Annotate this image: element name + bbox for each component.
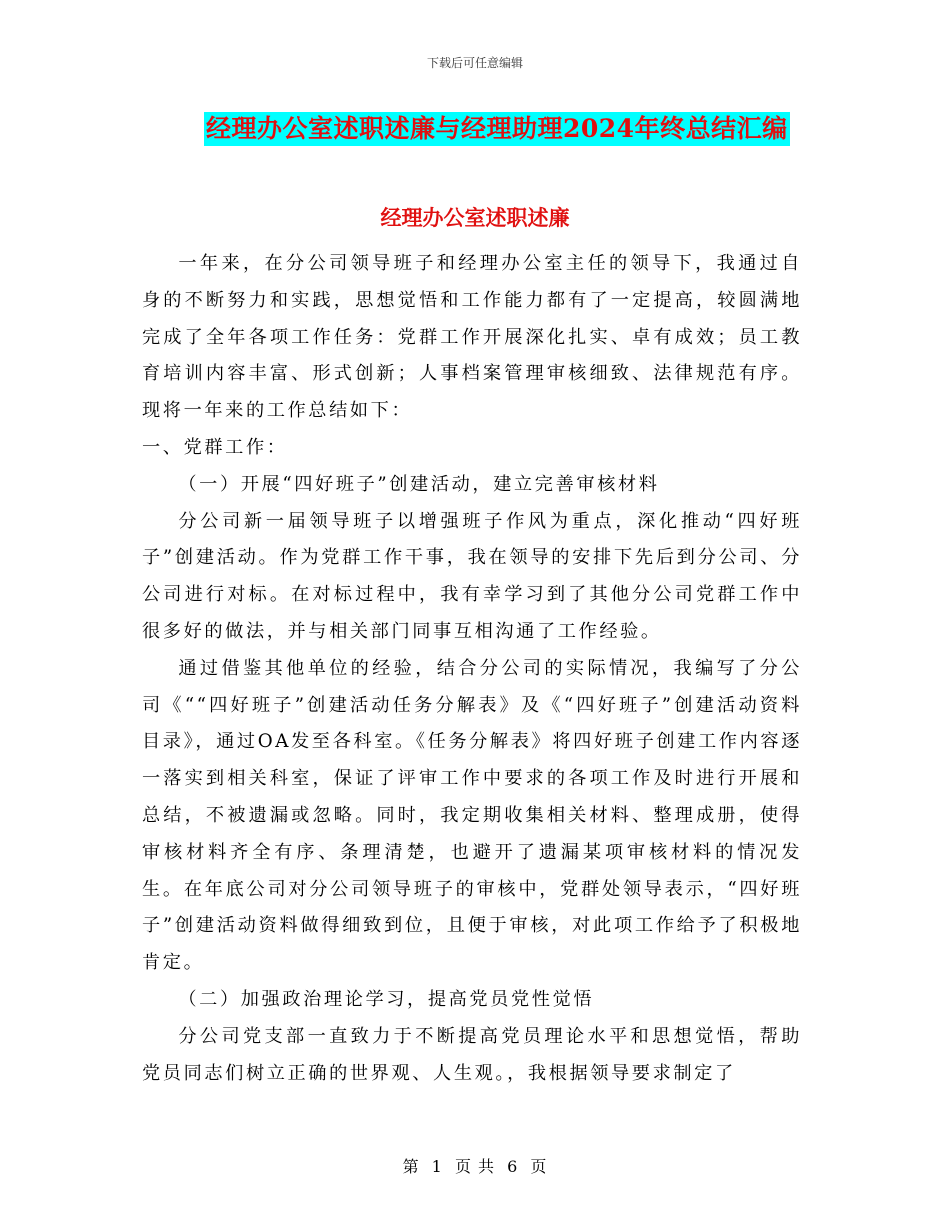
- footer-middle: 页 共: [454, 1157, 496, 1176]
- main-title-container: [204, 112, 804, 146]
- header-note: 下载后可任意编辑: [426, 56, 523, 70]
- footer-prefix: 第: [402, 1157, 420, 1176]
- paragraph-four-good-1: 分公司新一届领导班子以增强班子作风为重点，深化推动“四好班子”创建活动。作为党群工作干事，我在领导的安排下先后到分公司、分公司进行对标。在对标过程中，我有幸学习到了其他分公司党群工作中很多好的做法，并与相关部门同事互相沟通了工作经验。: [142, 510, 802, 642]
- document-body: [142, 246, 802, 1092]
- footer-page-number: 1: [431, 1157, 443, 1176]
- paragraph-intro: 一年来，在分公司领导班子和经理办公室主任的领导下，我通过自身的不断努力和实践，思想觉悟和工作能力都有了一定提高，较圆满地完成了全年各项工作任务：党群工作开展深化扎实、卓有成效；员工教育培训内容丰富、形式创新；人事档案管理审核细致、法律规范有序。现将一年来的工作总结如下：: [142, 253, 802, 422]
- paragraph-four-good-2: 通过借鉴其他单位的经验，结合分公司的实际情况，我编写了分公司《““四好班子”创建活动任务分解表》及《“四好班子”创建活动资料目录》，通过OA发至各科室。《任务分解表》将四好班子创建工作内容逐一落实到相关科室，保证了评审工作中要求的各项工作及时进行开展和总结，不被遗漏或忽略。同时，我定期收集相关材料、整理成册，使得审核材料齐全有序、条理清楚，也避开了遗漏某项审核材料的情况发生。在年底公司对分公司领导班子的审核中，党群处领导表示，“四好班子”创建活动资料做得细致到位，且便于审核，对此项工作给予了积极地肯定。: [142, 657, 802, 974]
- subheading-four-good: （一）开展“四好班子”创建活动，建立完善审核材料: [178, 473, 660, 495]
- paragraph-political-study: 分公司党支部一直致力于不断提高党员理论水平和思想觉悟，帮助党员同志们树立正确的世界观、人生观。，我根据领导要求制定了: [142, 1025, 802, 1084]
- subheading-political-study: （二）加强政治理论学习，提高党员党性觉悟: [178, 988, 595, 1010]
- document-title: 经理办公室述职述廉与经理助理2024年终总结汇编: [204, 112, 790, 146]
- page-footer: [0, 1154, 950, 1177]
- footer-suffix: 页: [530, 1157, 548, 1176]
- heading-party-work: 一、党群工作：: [142, 436, 288, 458]
- section-title: 经理办公室述职述廉: [380, 205, 570, 230]
- footer-total-pages: 6: [507, 1157, 519, 1176]
